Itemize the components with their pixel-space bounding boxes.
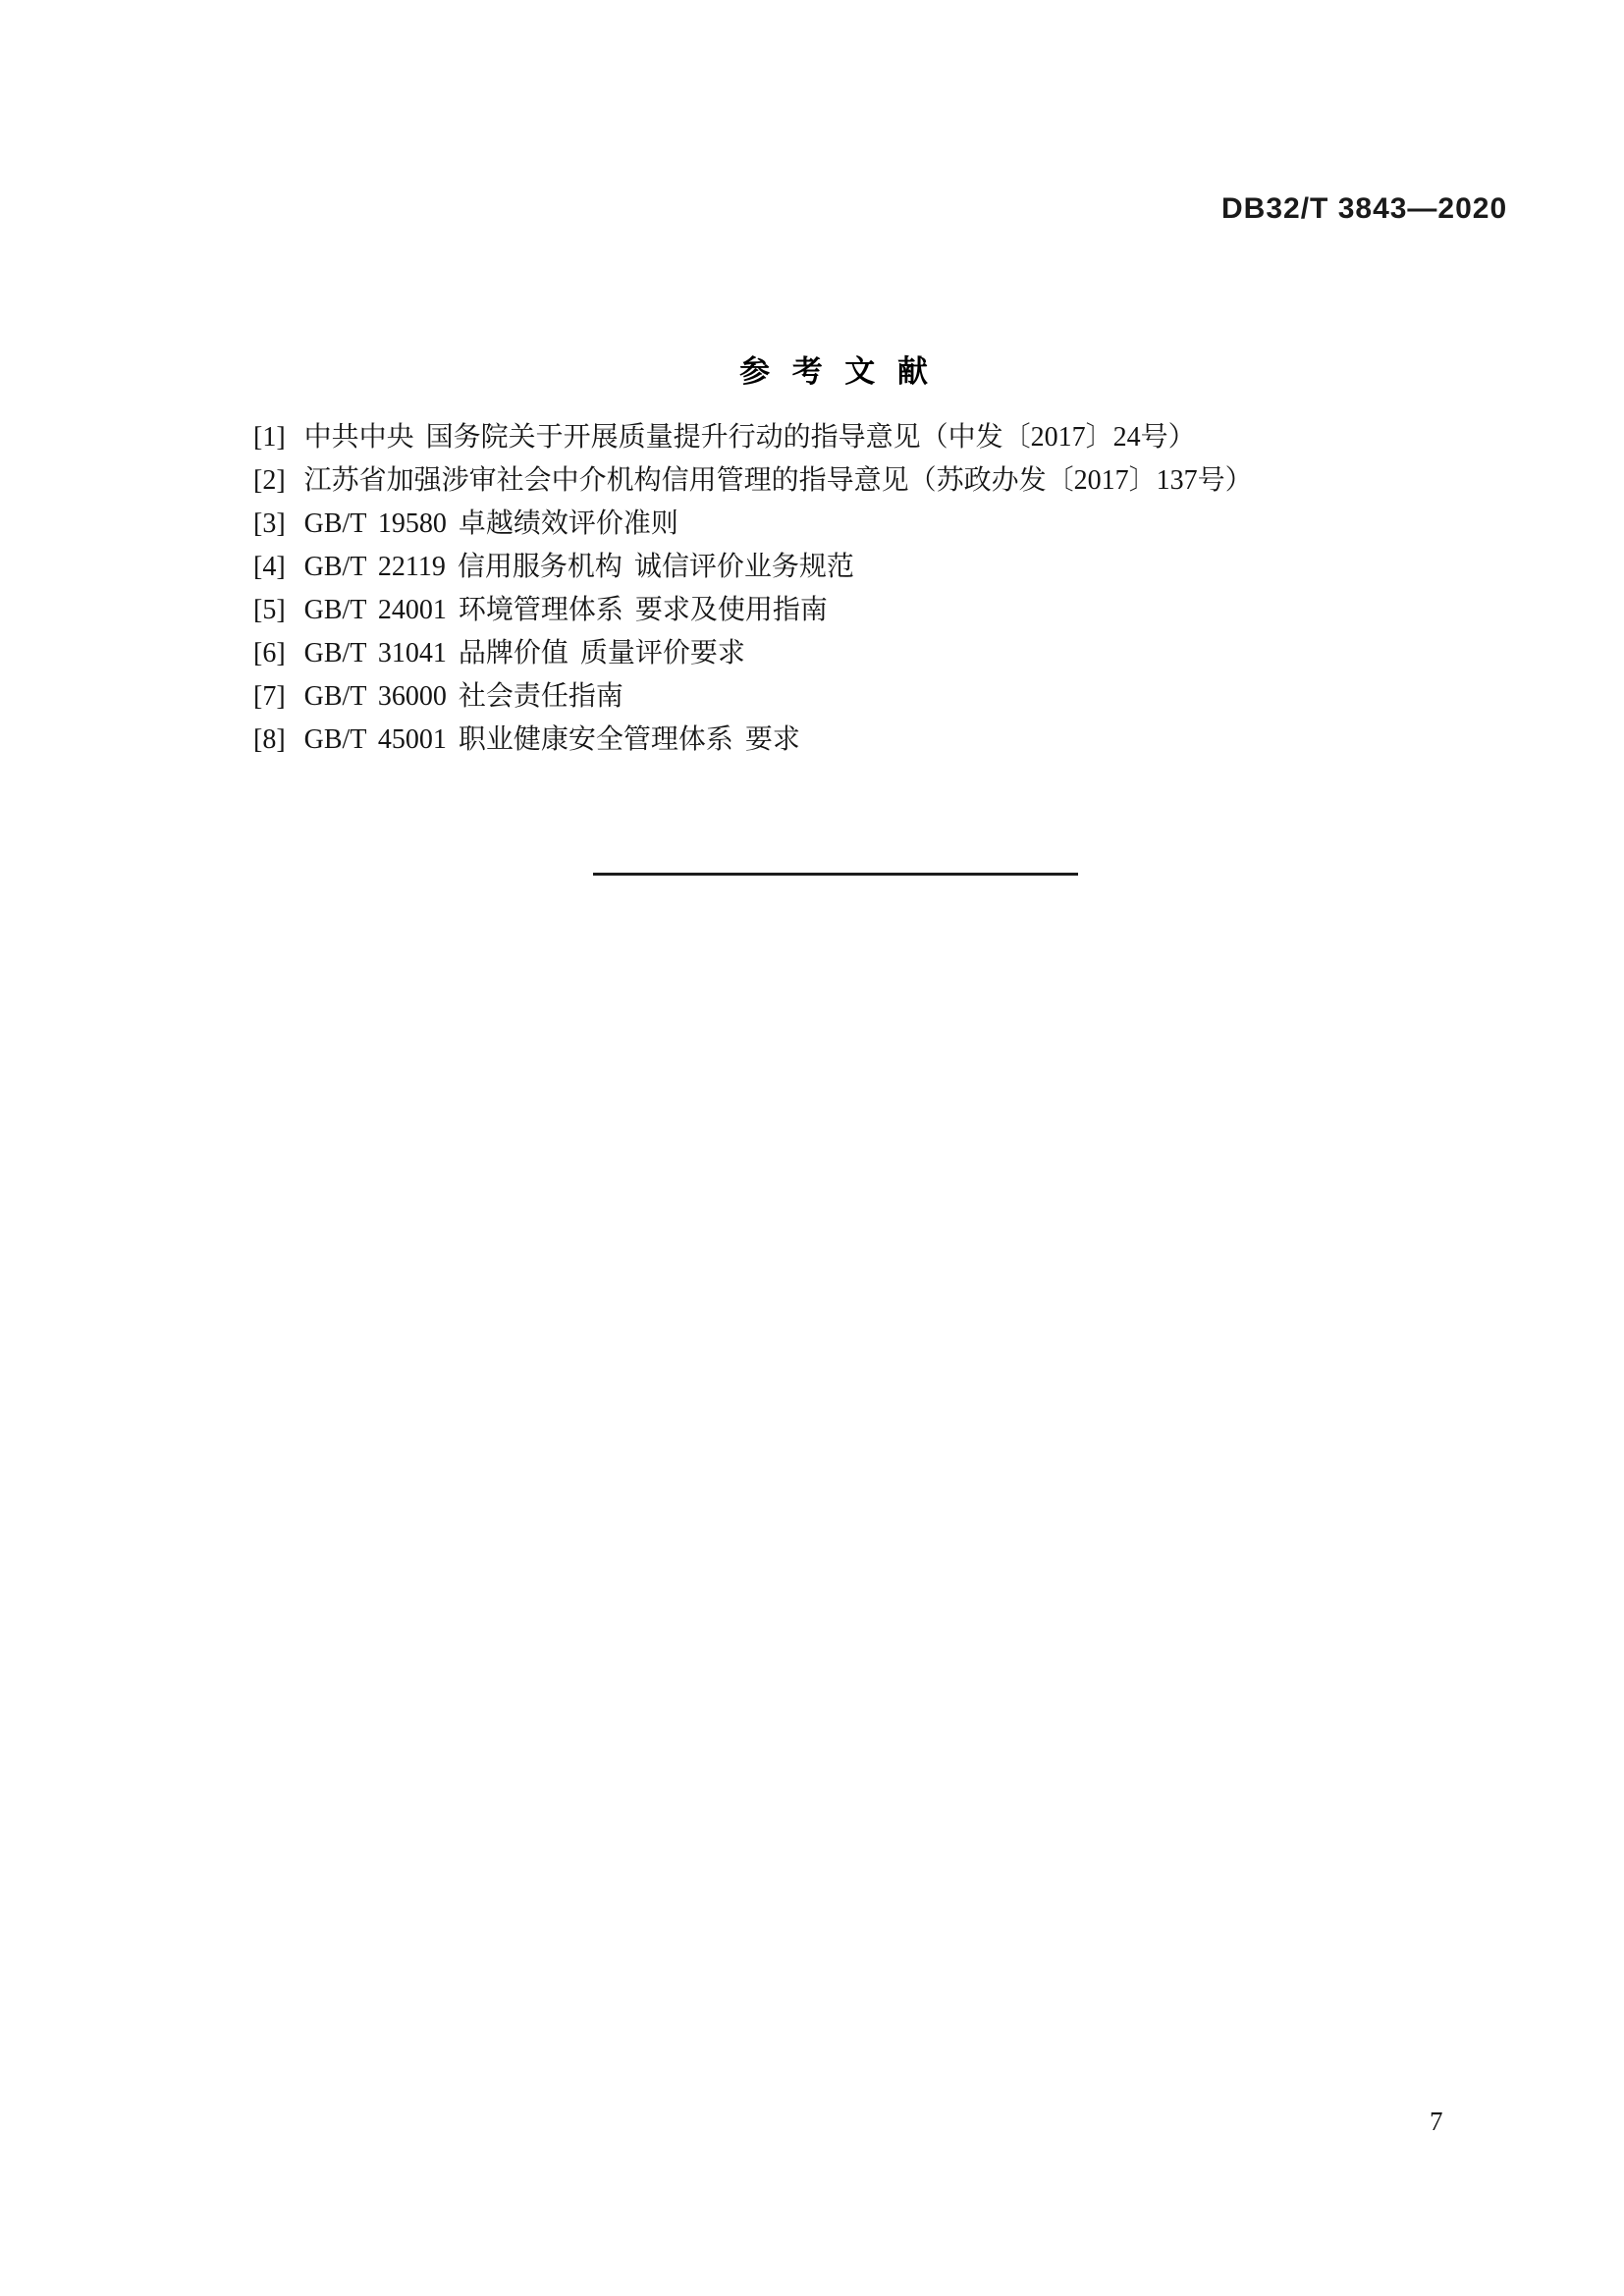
reference-item: [253, 546, 1392, 589]
reference-text: GB/T 19580 卓越绩效评价准则: [303, 508, 678, 539]
footer-divider-line: [593, 873, 1078, 876]
reference-text: GB/T 22119 信用服务机构 诚信评价业务规范: [303, 552, 854, 582]
reference-item: [253, 632, 1392, 675]
reference-item: [253, 459, 1392, 503]
reference-item: [253, 589, 1392, 632]
reference-text: 中共中央 国务院关于开展质量提升行动的指导意见（中发〔2017〕24号）: [303, 422, 1196, 453]
reference-number: [4]: [253, 552, 286, 582]
page-title: 参 考 文 献: [739, 354, 930, 389]
reference-text: 江苏省加强涉审社会中介机构信用管理的指导意见（苏政办发〔2017〕137号）: [303, 465, 1253, 496]
reference-text: GB/T 36000 社会责任指南: [303, 681, 623, 712]
reference-item: [253, 503, 1392, 546]
reference-list: [253, 416, 1392, 762]
reference-number: [1]: [253, 422, 286, 453]
reference-number: [6]: [253, 638, 286, 668]
reference-item: [253, 719, 1392, 762]
reference-number: [8]: [253, 724, 286, 755]
reference-number: [5]: [253, 595, 286, 625]
reference-number: [2]: [253, 465, 286, 496]
reference-text: GB/T 24001 环境管理体系 要求及使用指南: [303, 595, 828, 625]
standard-code-header: DB32/T 3843—2020: [1221, 192, 1508, 225]
reference-number: [3]: [253, 508, 286, 539]
reference-item: [253, 416, 1392, 459]
reference-item: [253, 675, 1392, 719]
page-number: 7: [1430, 2107, 1443, 2136]
reference-number: [7]: [253, 681, 286, 712]
reference-text: GB/T 45001 职业健康安全管理体系 要求: [303, 724, 800, 755]
reference-text: GB/T 31041 品牌价值 质量评价要求: [303, 638, 745, 668]
